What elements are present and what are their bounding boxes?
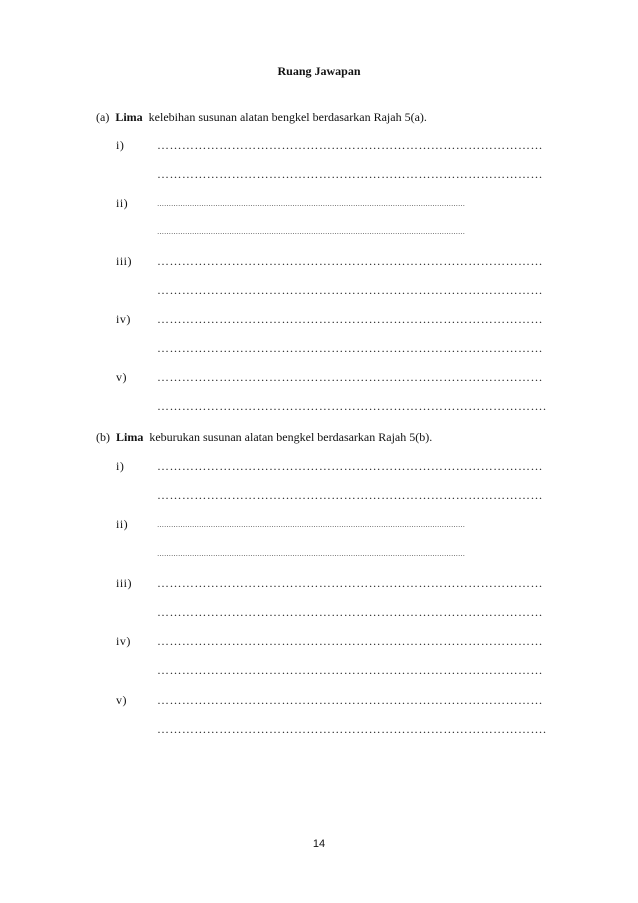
answer-b-iii-row1 <box>0 576 638 592</box>
answer-b-ii-row2 <box>0 546 638 562</box>
question-b-text: keburukan susunan alatan bengkel berdasarkan Rajah 5(b). <box>149 430 433 444</box>
answer-a-ii-row1 <box>0 196 638 212</box>
answer-b-v-row1 <box>0 693 638 709</box>
answer-a-v-row2 <box>0 399 638 415</box>
answer-a-v-row1 <box>0 370 638 386</box>
answer-line[interactable]: ………………………………………………………………………………… <box>157 693 543 707</box>
answer-a-iii-row1 <box>0 254 638 270</box>
answer-b-iv-row2 <box>0 663 638 679</box>
answer-a-iv-row2 <box>0 341 638 357</box>
answer-label: iii) <box>116 576 132 590</box>
answer-line[interactable]: …………………………………………………………………………………………………………………… <box>157 228 465 236</box>
question-a-text: kelebihan susunan alatan bengkel berdasarkan Rajah 5(a). <box>148 110 427 124</box>
answer-line[interactable]: …………………………………………………………………………………. <box>157 399 547 413</box>
answer-a-ii-row2 <box>0 224 638 240</box>
question-b-bold: Lima <box>116 430 144 444</box>
answer-label: v) <box>116 693 127 707</box>
answer-label: ii) <box>116 196 129 210</box>
answer-line[interactable]: …………………………………………………………………………………………………………………… <box>157 550 465 558</box>
answer-line[interactable]: ………………………………………………………………………………… <box>157 576 543 590</box>
page-title: Ruang Jawapan <box>277 64 361 78</box>
answer-line[interactable]: ………………………………………………………………………………… <box>157 254 543 268</box>
answer-line[interactable]: …………………………………………………………………………………………………………………… <box>157 200 465 208</box>
answer-line[interactable]: ………………………………………………………………………………… <box>157 459 543 473</box>
answer-b-v-row2 <box>0 722 638 738</box>
answer-b-i-row2 <box>0 488 638 504</box>
answer-b-iii-row2 <box>0 605 638 621</box>
answer-label: i) <box>116 459 125 473</box>
question-b-marker: (b) <box>96 430 110 444</box>
answer-label: iv) <box>116 634 131 648</box>
answer-label: iv) <box>116 312 131 326</box>
answer-line[interactable]: ………………………………………………………………………………… <box>157 488 543 502</box>
question-a-heading <box>96 110 427 125</box>
answer-label: v) <box>116 370 127 384</box>
question-a-marker: (a) <box>96 110 110 124</box>
answer-line[interactable]: ………………………………………………………………………………… <box>157 663 543 677</box>
answer-b-ii-row1 <box>0 517 638 533</box>
question-a-bold: Lima <box>115 110 143 124</box>
answer-label: ii) <box>116 517 129 531</box>
answer-line[interactable]: ………………………………………………………………………………… <box>157 138 543 152</box>
answer-line[interactable]: ………………………………………………………………………………… <box>157 370 543 384</box>
question-b-heading <box>96 430 432 445</box>
answer-line[interactable]: ………………………………………………………………………………… <box>157 283 543 297</box>
answer-line[interactable]: ………………………………………………………………………………… <box>157 634 543 648</box>
answer-line[interactable]: ………………………………………………………………………………… <box>157 312 543 326</box>
answer-line[interactable]: ………………………………………………………………………………… <box>157 167 543 181</box>
answer-line[interactable]: …………………………………………………………………………………………………………………… <box>157 521 465 529</box>
answer-line[interactable]: …………………………………………………………………………………. <box>157 722 547 736</box>
answer-b-i-row1 <box>0 459 638 475</box>
answer-line[interactable]: ………………………………………………………………………………… <box>157 341 543 355</box>
answer-a-iii-row2 <box>0 283 638 299</box>
answer-b-iv-row1 <box>0 634 638 650</box>
answer-a-iv-row1 <box>0 312 638 328</box>
answer-label: iii) <box>116 254 132 268</box>
page-number: 14 <box>312 838 326 850</box>
answer-label: i) <box>116 138 125 152</box>
answer-line[interactable]: ………………………………………………………………………………… <box>157 605 543 619</box>
answer-a-i-row2 <box>0 167 638 183</box>
answer-a-i-row1 <box>0 138 638 154</box>
